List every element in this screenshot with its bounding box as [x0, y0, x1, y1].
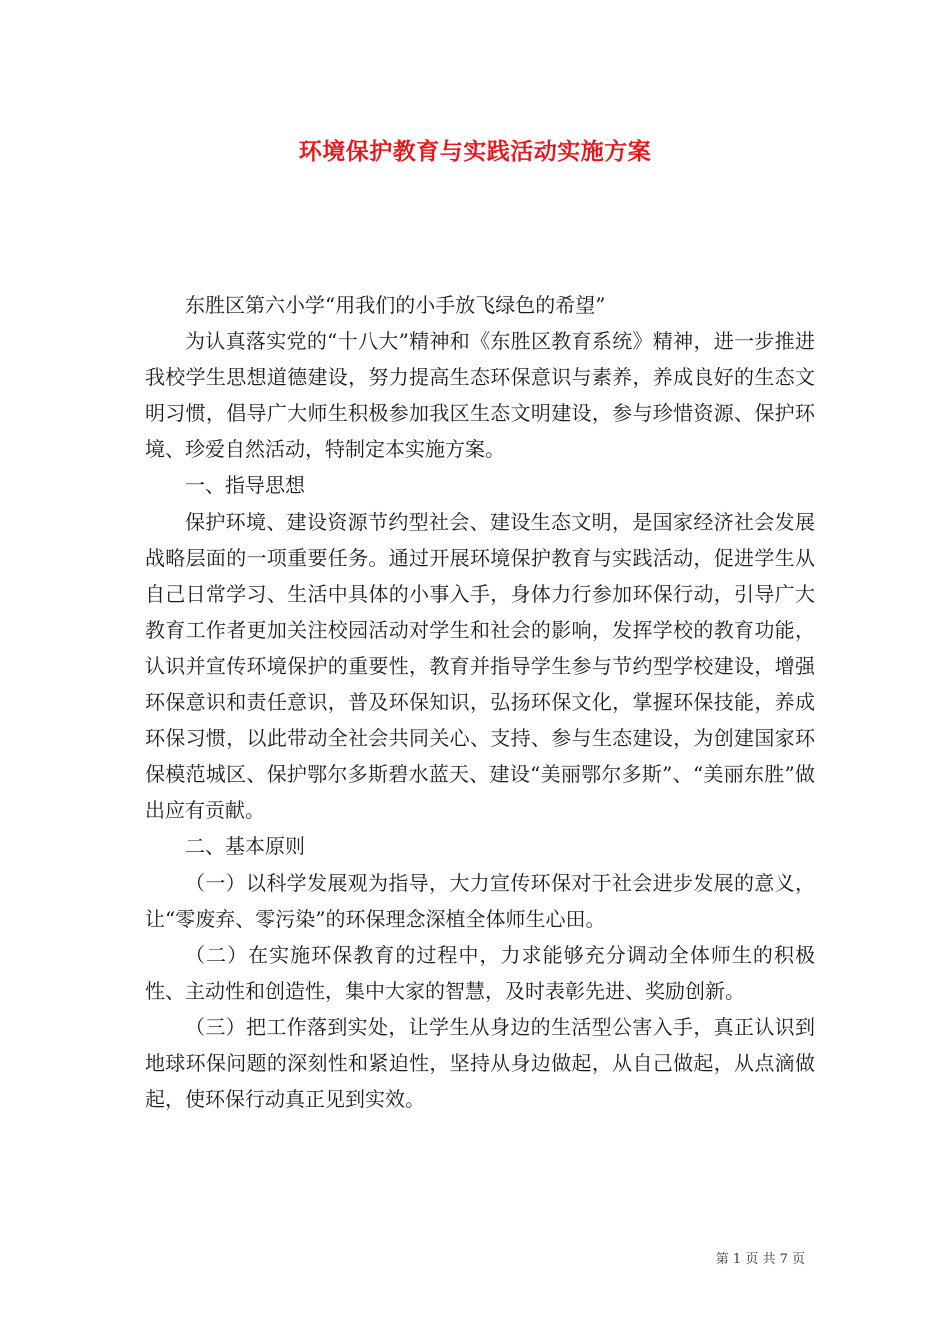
section-heading-guiding-thought: 一、指导思想 [185, 473, 305, 498]
principle-2-paragraph: （二）在实施环保教育的过程中，力求能够充分调动全体师生的积极性、主动性和创造性，集中大家的智慧，及时表彰先进、奖励创新。 [145, 942, 815, 1003]
document-body [145, 287, 815, 1117]
subtitle-paragraph: 东胜区第六小学“用我们的小手放飞绿色的希望” [185, 293, 606, 317]
guiding-thought-paragraph: 保护环境、建设资源节约型社会、建设生态文明，是国家经济社会发展战略层面的一项重要任务。通过开展环境保护教育与实践活动，促进学生从自己日常学习、生活中具体的小事入手，身体力行参加环保行动，引导广大教育工作者更加关注校园活动对学生和社会的影响，发挥学校的教育功能，认识并宣传环境保护的重要性，教育并指导学生参与节约型学校建设，增强环保意识和责任意识，普及环保知识，弘扬环保文化，掌握环保技能，养成环保习惯，以此带动全社会共同关心、支持、参与生态建设，为创建国家环保模范城区、保护鄂尔多斯碧水蓝天、建设“美丽鄂尔多斯”、“美丽东胜”做出应有贡献。 [145, 509, 815, 823]
document-title: 环境保护教育与实践活动实施方案 [298, 138, 652, 165]
principle-3-paragraph: （三）把工作落到实处，让学生从身边的生活型公害入手，真正认识到地球环保问题的深刻性和紧迫性，坚持从身边做起，从自己做起，从点滴做起，使环保行动真正见到实效。 [145, 1014, 815, 1112]
intro-paragraph: 为认真落实党的“十八大”精神和《东胜区教育系统》精神，进一步推进我校学生思想道德建设，努力提高生态环保意识与素养，养成良好的生态文明习惯，倡导广大师生积极参加我区生态文明建设，参与珍惜资源、保护环境、珍爱自然活动，特制定本实施方案。 [145, 329, 815, 462]
page-number: 第 1 页 共 7 页 [715, 1252, 805, 1267]
section-heading-basic-principles: 二、基本原则 [185, 834, 305, 859]
principle-1-paragraph: （一）以科学发展观为指导，大力宣传环保对于社会进步发展的意义，让“零废弃、零污染”的环保理念深植全体师生心田。 [145, 870, 815, 931]
